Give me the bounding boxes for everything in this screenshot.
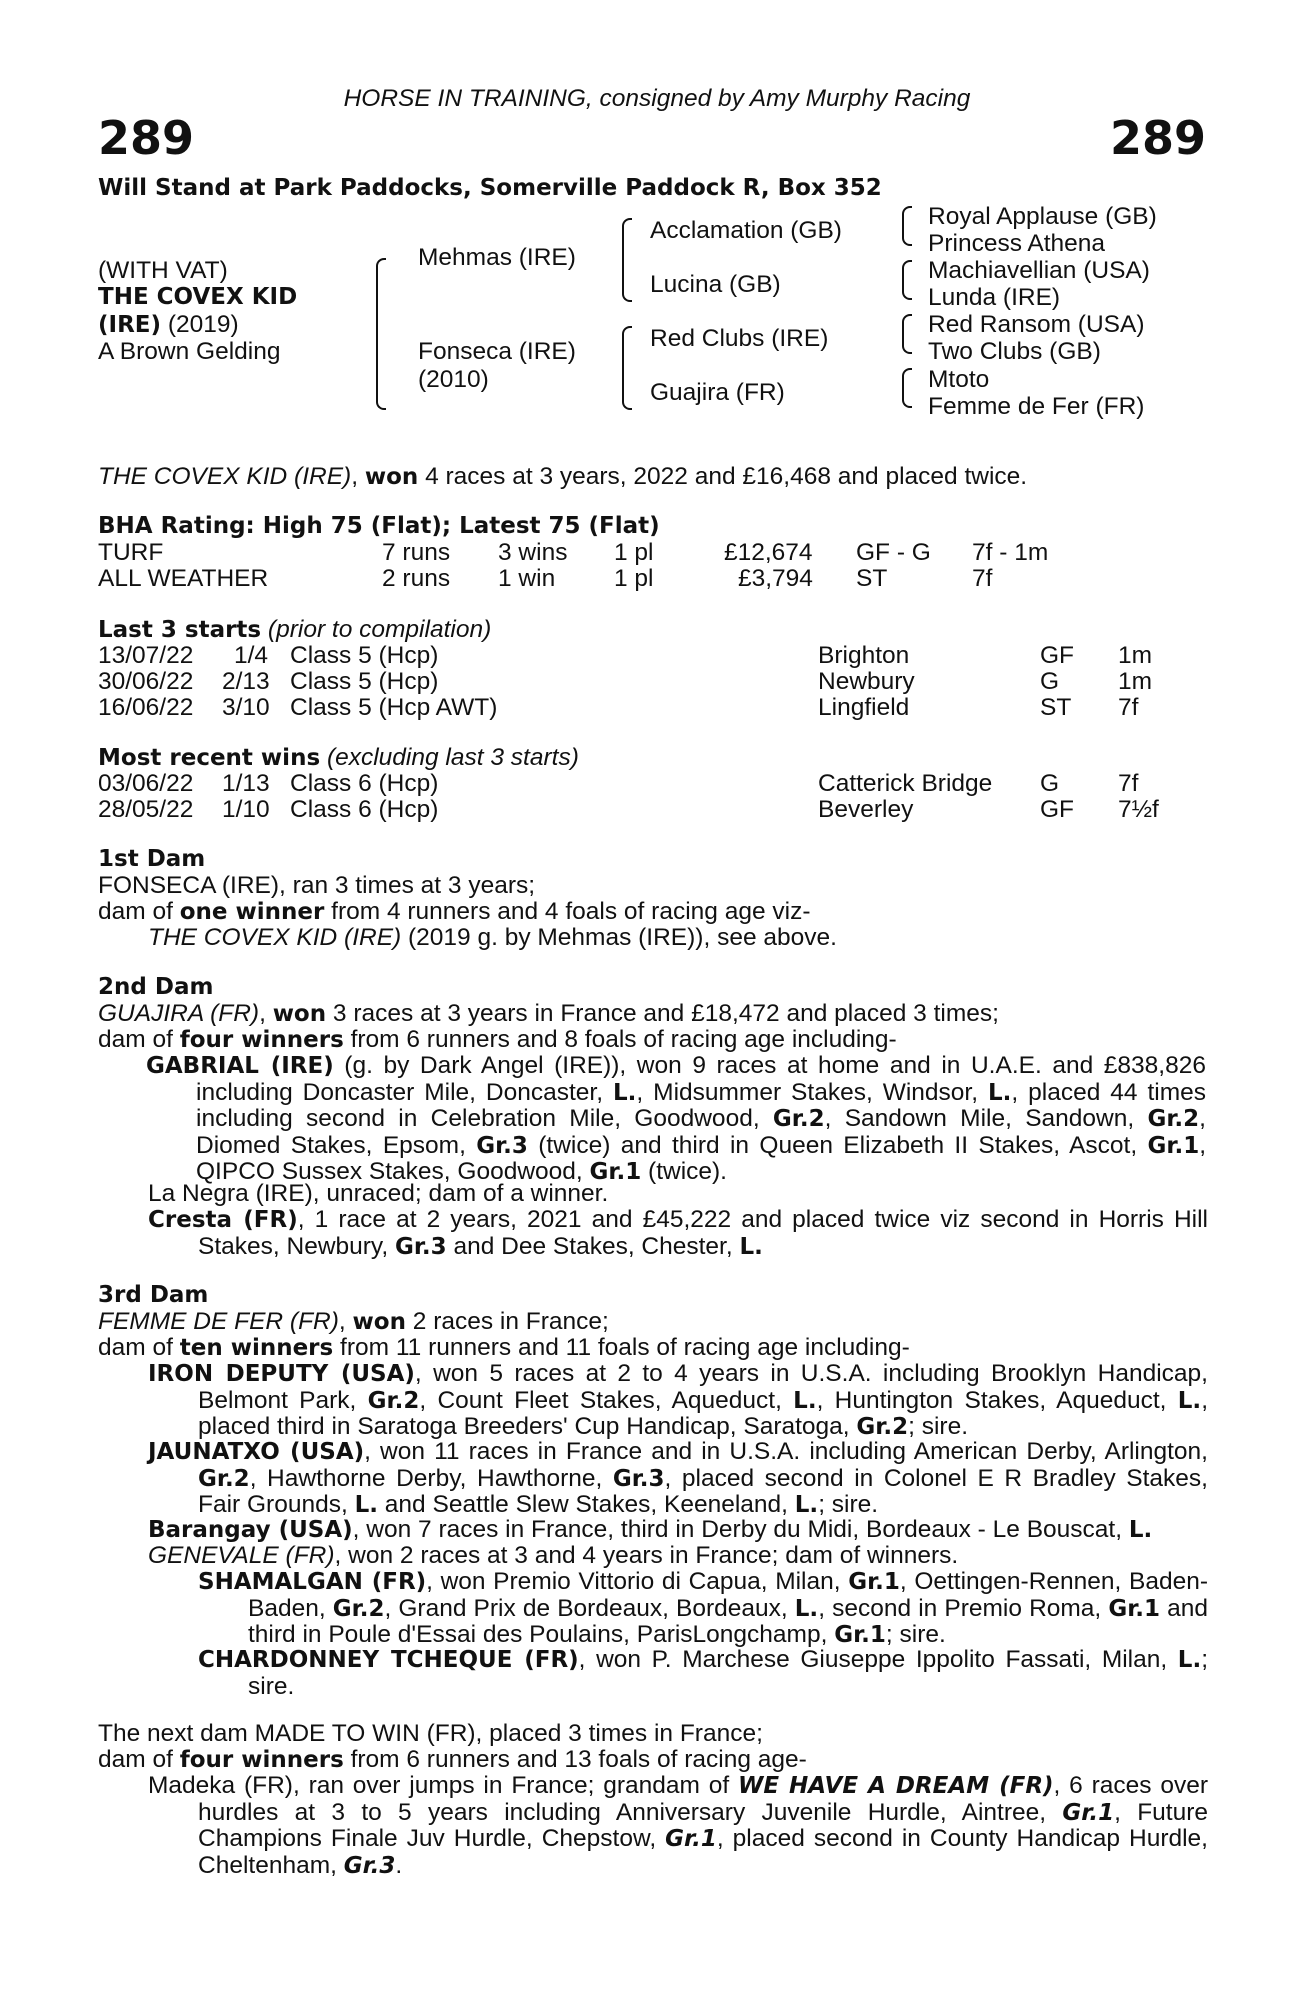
grade-1: Gr.1 (834, 1622, 886, 1648)
first-dam-title: 1st Dam (98, 846, 206, 872)
text: from 4 runners and 4 foals of racing age viz- (324, 898, 811, 925)
text: , won P. Marchese Giuseppe Ippolito Fassati, Milan, (578, 1646, 1178, 1673)
pedigree-brace-3d (902, 368, 912, 408)
rating-wins: 1 win (498, 565, 556, 592)
barangay-name: Barangay (USA) (148, 1517, 353, 1543)
win-class: Class 6 (Hcp) (290, 770, 439, 797)
start-going: ST (1040, 694, 1072, 721)
rating-placed: 1 pl (614, 565, 654, 592)
produce-iron-deputy (148, 1361, 1208, 1441)
text: , won 5 races at 2 to 4 years in U.S.A. including Brooklyn Handicap, Belmont Park, (198, 1360, 1208, 1414)
text: , second in Premio Roma, (818, 1594, 1109, 1622)
win-position: 1/13 (222, 770, 270, 797)
text: ; sire. (885, 1621, 946, 1648)
chardonney-name: CHARDONNEY TCHEQUE (FR) (198, 1647, 579, 1673)
grade-2: Gr.2 (1147, 1106, 1200, 1132)
produce-madeka (148, 1773, 1208, 1879)
pedigree-brace-3b (902, 260, 912, 300)
horse-origin: (IRE) (98, 312, 162, 338)
grade-2: Gr.2 (332, 1595, 385, 1622)
start-date: 16/06/22 (98, 694, 194, 721)
summary-won: won (364, 464, 419, 490)
gabrial-name: GABRIAL (IRE) (146, 1053, 334, 1079)
text: 3 races at 3 years in France and £18,472 and placed 3 times; (326, 1000, 999, 1027)
text: Madeka (FR), ran over jumps in France; grandam of (148, 1772, 738, 1799)
rating-placed: 1 pl (614, 539, 654, 566)
text: , placed 44 times including second in Celebration Mile, Goodwood, (196, 1078, 1206, 1132)
first-dam-line2 (98, 899, 811, 926)
start-going: GF (1040, 642, 1075, 669)
horse-year: (2019) (161, 311, 239, 338)
text: dam of (98, 1026, 180, 1053)
text: dam of (98, 1746, 180, 1773)
listed: L. (1177, 1387, 1202, 1414)
grade-1: Gr.1 (665, 1826, 717, 1852)
text: . (395, 1851, 403, 1879)
summary-text: 4 races at 3 years, 2022 and £16,468 and placed twice. (418, 463, 1028, 490)
catalogue-subtitle: HORSE IN TRAINING, consigned by Amy Murphy Racing (343, 85, 971, 112)
text: 2 races in France; (405, 1308, 609, 1335)
second-dam-won: won (272, 1001, 327, 1027)
produce-la-negra: La Negra (IRE), unraced; dam of a winner. (148, 1180, 609, 1207)
produce-chardonney-tcheque (198, 1647, 1208, 1699)
race-summary: THE COVEX KID (IRE), won 4 races at 3 years, 2022 and £16,468 and placed twice. (98, 463, 1028, 490)
text: , Huntington Stakes, Aqueduct, (816, 1386, 1178, 1414)
genevale-name: GENEVALE (FR) (148, 1542, 335, 1569)
listed: L. (793, 1387, 817, 1414)
rating-surface: ALL WEATHER (98, 565, 269, 592)
cresta-name: Cresta (FR) (148, 1207, 298, 1233)
grade-2: Gr.2 (198, 1465, 250, 1492)
third-dam-winners: ten winners (179, 1335, 334, 1361)
text: , Count Fleet Stakes, Aqueduct, (419, 1386, 794, 1414)
text: ; sire. (908, 1413, 969, 1440)
horse-name: THE COVEX KID (98, 284, 298, 310)
text: , Midsummer Stakes, Windsor, (636, 1078, 988, 1106)
grade-1: Gr.1 (1108, 1595, 1161, 1622)
start-distance: 7f (1118, 694, 1139, 721)
second-dam-name: GUAJIRA (FR) (98, 1000, 260, 1027)
listed: L. (739, 1233, 763, 1260)
sire-dam: Lucina (GB) (650, 271, 781, 298)
text: , won 11 races in France and in U.S.A. including American Derby, Arlington, (364, 1438, 1208, 1465)
rating-prize: £12,674 (724, 539, 813, 566)
start-class: Class 5 (Hcp) (290, 668, 439, 695)
rating-going: ST (856, 565, 888, 592)
text: and Dee Stakes, Chester, (446, 1232, 740, 1260)
grade-3: Gr.3 (394, 1233, 447, 1260)
we-have-a-dream-name: WE HAVE A DREAM (FR) (737, 1773, 1054, 1799)
dam-sire-dam: Two Clubs (GB) (928, 338, 1101, 365)
text: , placed second in Colonel E R Bradley Stakes, Fair Grounds, (198, 1464, 1208, 1518)
produce-gabrial (98, 1053, 1206, 1186)
first-dam-produce-name: THE COVEX KID (IRE) (148, 924, 402, 951)
win-date: 28/05/22 (98, 796, 194, 823)
win-going: GF (1040, 796, 1075, 823)
text: , won 2 races at 3 and 4 years in France; dam of winners. (334, 1542, 959, 1569)
grade-3: Gr.3 (476, 1132, 528, 1159)
listed: L. (1177, 1647, 1202, 1673)
text: , Grand Prix de Bordeaux, Bordeaux, (384, 1594, 795, 1622)
dam-year: (2010) (418, 366, 489, 393)
horse-description: A Brown Gelding (98, 338, 281, 365)
sire-sire-sire: Royal Applause (GB) (928, 203, 1157, 230)
text: , won 7 races in France, third in Derby du Midi, Bordeaux - Le Bouscat, (352, 1516, 1129, 1543)
start-course: Brighton (818, 642, 910, 669)
dam-sire: Red Clubs (IRE) (650, 325, 829, 352)
first-dam-line1: FONSECA (IRE), ran 3 times at 3 years; (98, 872, 536, 899)
text: , won Premio Vittorio di Capua, Milan, (426, 1568, 849, 1595)
second-dam-line2 (98, 1027, 897, 1054)
text: , Sandown Mile, Sandown, (824, 1105, 1148, 1132)
third-dam-won: won (352, 1309, 406, 1335)
dam: Fonseca (IRE) (418, 338, 576, 365)
start-position: 3/10 (222, 694, 270, 721)
second-dam-line1 (98, 1001, 999, 1028)
start-date: 13/07/22 (98, 642, 194, 669)
rating-distance: 7f - 1m (972, 539, 1049, 566)
text: , Diomed Stakes, Epsom, (196, 1105, 1206, 1159)
text: dam of (98, 898, 180, 925)
text: , Hawthorne Derby, Hawthorne, (249, 1464, 613, 1492)
second-dam-title: 2nd Dam (98, 974, 214, 1000)
grade-3: Gr.3 (612, 1465, 665, 1492)
first-dam-line3 (148, 925, 837, 951)
text: , QIPCO Sussex Stakes, Goodwood, (196, 1131, 1207, 1185)
text: , (259, 1000, 273, 1027)
text: , Future Champions Finale Juv Hurdle, Chepstow, (198, 1798, 1208, 1852)
start-position: 1/4 (234, 642, 269, 669)
text: , Oettingen-Rennen, Baden-Baden, (248, 1568, 1208, 1622)
pedigree-brace-3c (902, 314, 912, 354)
grade-1: Gr.1 (589, 1159, 642, 1185)
iron-deputy-name: IRON DEPUTY (USA) (148, 1361, 415, 1387)
rating-runs: 2 runs (382, 565, 451, 592)
start-position: 2/13 (222, 668, 270, 695)
recent-wins-heading (98, 745, 579, 772)
recent-wins-title: Most recent wins (98, 745, 321, 771)
listed: L. (987, 1079, 1012, 1106)
start-date: 30/06/22 (98, 668, 194, 695)
last-starts-heading (98, 617, 491, 644)
win-distance: 7½f (1118, 796, 1159, 823)
start-course: Newbury (818, 668, 915, 695)
vat-label: (WITH VAT) (98, 257, 228, 284)
sire-dam-sire: Machiavellian (USA) (928, 257, 1150, 284)
text: (twice). (641, 1158, 727, 1185)
jaunatxo-name: JAUNATXO (USA) (148, 1439, 365, 1465)
pedigree-brace-2a (622, 218, 632, 302)
produce-jaunatxo (148, 1439, 1208, 1519)
bha-rating-title: BHA Rating: High 75 (Flat); Latest 75 (Flat) (98, 513, 660, 539)
text: (2019 g. by Mehmas (IRE)), see above. (401, 924, 837, 951)
dam-dam-sire: Mtoto (928, 366, 990, 393)
grade-2: Gr.2 (856, 1414, 909, 1440)
win-going: G (1040, 770, 1060, 797)
text: (g. by Dark Angel (IRE)), won 9 races at home and in U.A.E. and £838,826 including Doncaster Mile, Doncaster, (196, 1052, 1206, 1106)
pedigree-brace-3a (902, 206, 912, 246)
grade-3: Gr.3 (343, 1852, 396, 1879)
text: ; sire. (248, 1646, 1209, 1700)
text: , placed third in Saratoga Breeders' Cup Handicap, Saratoga, (198, 1386, 1208, 1440)
first-dam-winners: one winner (179, 899, 325, 925)
third-dam-line2 (98, 1335, 910, 1362)
sire-sire: Acclamation (GB) (650, 217, 842, 244)
sire-sire-dam: Princess Athena (928, 230, 1106, 257)
lot-number-left: 289 (98, 111, 195, 165)
text: from 6 runners and 13 foals of racing age- (343, 1746, 807, 1773)
pedigree-brace-2b (622, 326, 632, 410)
next-dam-line1: The next dam MADE TO WIN (FR), placed 3 times in France; (98, 1720, 763, 1747)
rating-runs: 7 runs (382, 539, 451, 566)
horse-origin-year (98, 312, 239, 339)
text: , placed second in County Handicap Hurdle, Cheltenham, (198, 1825, 1208, 1879)
third-dam-line1 (98, 1309, 609, 1336)
text: dam of (98, 1334, 180, 1361)
grade-1: Gr.1 (1147, 1132, 1200, 1159)
text: and Seattle Slew Stakes, Keeneland, (378, 1491, 795, 1518)
last-starts-title: Last 3 starts (98, 617, 262, 643)
start-going: G (1040, 668, 1060, 695)
lot-number-right: 289 (1109, 111, 1206, 165)
third-dam-name: FEMME DE FER (FR) (98, 1308, 339, 1335)
produce-barangay (148, 1517, 1152, 1544)
start-distance: 1m (1118, 668, 1153, 695)
dam-sire-sire: Red Ransom (USA) (928, 311, 1145, 338)
grade-1: Gr.1 (848, 1569, 900, 1595)
win-position: 1/10 (222, 796, 270, 823)
win-course: Beverley (818, 796, 914, 823)
start-class: Class 5 (Hcp AWT) (290, 694, 498, 721)
text: , 6 races over hurdles at 3 to 5 years including Anniversary Juvenile Hurdle, Aintree, (198, 1772, 1208, 1826)
second-dam-winners: four winners (179, 1027, 344, 1053)
grade-2: Gr.2 (772, 1106, 825, 1132)
listed: L. (1128, 1517, 1153, 1543)
shamalgan-name: SHAMALGAN (FR) (198, 1569, 427, 1595)
start-course: Lingfield (818, 694, 910, 721)
win-class: Class 6 (Hcp) (290, 796, 439, 823)
win-course: Catterick Bridge (818, 770, 993, 797)
rating-distance: 7f (972, 565, 993, 592)
start-distance: 1m (1118, 642, 1153, 669)
rating-surface: TURF (98, 539, 164, 566)
dam-dam: Guajira (FR) (650, 379, 785, 406)
text: and third in Poule d'Essai des Poulains, ParisLongchamp, (248, 1594, 1209, 1648)
rating-going: GF - G (856, 539, 931, 566)
last-starts-note: (prior to compilation) (261, 616, 492, 643)
win-date: 03/06/22 (98, 770, 194, 797)
text: , 1 race at 2 years, 2021 and £45,222 and placed twice viz second in Horris Hill Stakes, Newbury, (198, 1206, 1208, 1260)
next-dam-line2 (98, 1747, 807, 1774)
produce-cresta (148, 1207, 1208, 1260)
dam-dam-dam: Femme de Fer (FR) (928, 393, 1145, 420)
listed: L. (354, 1492, 378, 1518)
text: from 11 runners and 11 foals of racing age including- (333, 1334, 910, 1361)
pedigree-brace-1 (376, 258, 386, 410)
grade-1: Gr.1 (1062, 1799, 1115, 1826)
sire: Mehmas (IRE) (418, 244, 576, 271)
stand-location: Will Stand at Park Paddocks, Somerville Paddock R, Box 352 (98, 175, 882, 201)
recent-wins-note: (excluding last 3 starts) (320, 744, 579, 771)
listed: L. (613, 1079, 637, 1106)
next-dam-winners: four winners (179, 1747, 344, 1773)
listed: L. (794, 1492, 819, 1518)
grade-2: Gr.2 (367, 1387, 420, 1414)
sire-dam-dam: Lunda (IRE) (928, 284, 1061, 311)
rating-wins: 3 wins (498, 539, 568, 566)
listed: L. (794, 1595, 819, 1622)
win-distance: 7f (1118, 770, 1139, 797)
text: ; sire. (818, 1491, 879, 1518)
text: from 6 runners and 8 foals of racing age including- (343, 1026, 897, 1053)
third-dam-title: 3rd Dam (98, 1282, 209, 1308)
text: (twice) and third in Queen Elizabeth II Stakes, Ascot, (527, 1131, 1148, 1159)
text: , (338, 1308, 353, 1335)
produce-genevale (148, 1543, 958, 1569)
start-class: Class 5 (Hcp) (290, 642, 439, 669)
produce-shamalgan (198, 1569, 1208, 1649)
summary-horse-name: THE COVEX KID (IRE) (98, 463, 352, 490)
rating-prize: £3,794 (738, 565, 813, 592)
